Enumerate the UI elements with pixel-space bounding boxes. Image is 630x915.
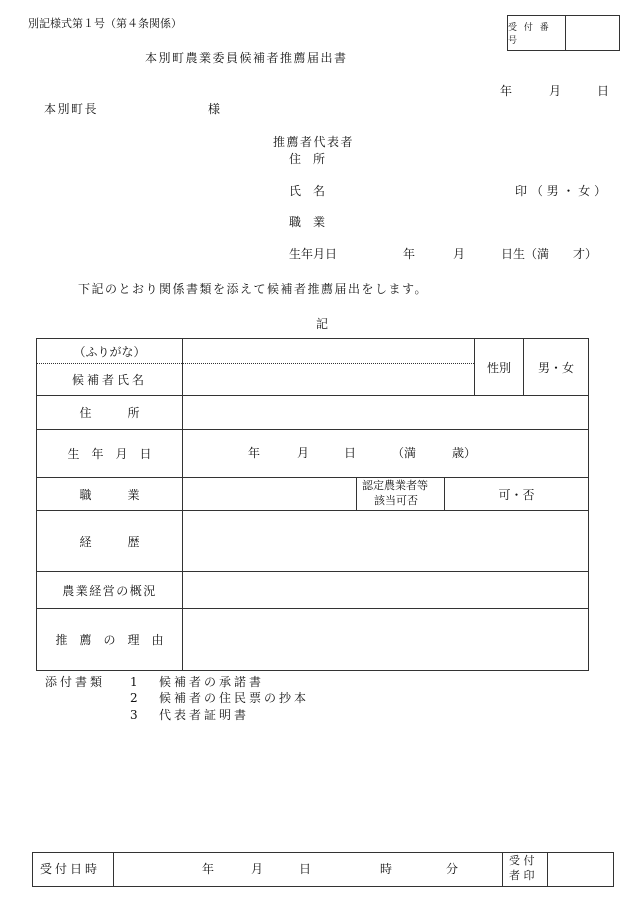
career-label: 経 歴 [79, 534, 140, 549]
recommender-birth-year: 年 [403, 247, 416, 261]
candidate-name-label: 候補者氏名 [71, 373, 147, 387]
recommender-address-label: 住 所 [289, 152, 326, 166]
recommender-birth-tail: 日生（満 才） [501, 247, 598, 261]
form-number: 別記様式第１号（第４条関係） [28, 17, 182, 30]
certified-value: 可・否 [498, 487, 535, 502]
attachment-no-1: 1 [130, 675, 138, 689]
date-year: 年 [500, 84, 513, 98]
ki-label: 記 [316, 317, 329, 331]
certified-label-1: 認定農業者等 [362, 479, 428, 492]
recommender-birth-month: 月 [453, 247, 466, 261]
birth-year: 年 [248, 446, 261, 460]
receiver-label-2: 者 印 [509, 869, 535, 882]
attachment-text-1: 候補者の承諾書 [159, 675, 265, 689]
receipt-hour: 時 [380, 862, 393, 876]
date-day: 日 [597, 84, 610, 98]
address-label: 住 所 [79, 406, 140, 420]
receipt-day: 日 [299, 862, 312, 876]
birth-day: 日 [344, 446, 357, 460]
receipt-datetime-label: 受付日時 [40, 862, 101, 876]
birthdate-label: 生 年 月 日 [67, 447, 152, 461]
receipt-number-label: 受 付 番 号 [508, 16, 566, 50]
receipt-year: 年 [202, 862, 215, 876]
birth-month: 月 [297, 446, 310, 460]
addressee: 本別町長 [44, 102, 99, 116]
form-title: 本別町農業委員候補者推薦届出書 [145, 51, 348, 65]
reason-label: 推 薦 の 理 由 [55, 633, 164, 647]
gender-value: 男・女 [537, 360, 574, 375]
receipt-minute: 分 [446, 862, 459, 876]
attachment-text-2: 候補者の住民票の抄本 [159, 691, 310, 705]
intro-sentence: 下記のとおり関係書類を添えて候補者推薦届出をします。 [78, 282, 429, 296]
age: （満 歳） [392, 446, 477, 460]
attachment-text-3: 代表者証明書 [159, 708, 250, 722]
attachment-no-2: 2 [130, 691, 138, 705]
gender-label: 性別 [486, 360, 511, 375]
attachment-no-3: 3 [130, 708, 138, 722]
honorific: 様 [208, 102, 221, 116]
seal-gender: 印 （ 男 ・ 女 ） [515, 184, 607, 198]
furigana-label: （ふりがな） [73, 344, 146, 359]
certified-label-2: 該当可否 [374, 494, 418, 507]
receipt-number-box [507, 15, 620, 51]
recommender-occupation-label: 職 業 [289, 215, 326, 229]
receiver-label-1: 受 付 [509, 854, 535, 867]
occupation-label: 職 業 [79, 487, 140, 502]
recommender-birth-label: 生年月日 [289, 247, 338, 261]
recommender-heading: 推薦者代表者 [273, 135, 355, 149]
attachments-label: 添付書類 [45, 675, 106, 689]
date-month: 月 [549, 84, 562, 98]
receipt-month: 月 [251, 862, 264, 876]
recommender-name-label: 氏 名 [289, 184, 326, 198]
farm-overview-label: 農業経営の概況 [62, 583, 157, 598]
